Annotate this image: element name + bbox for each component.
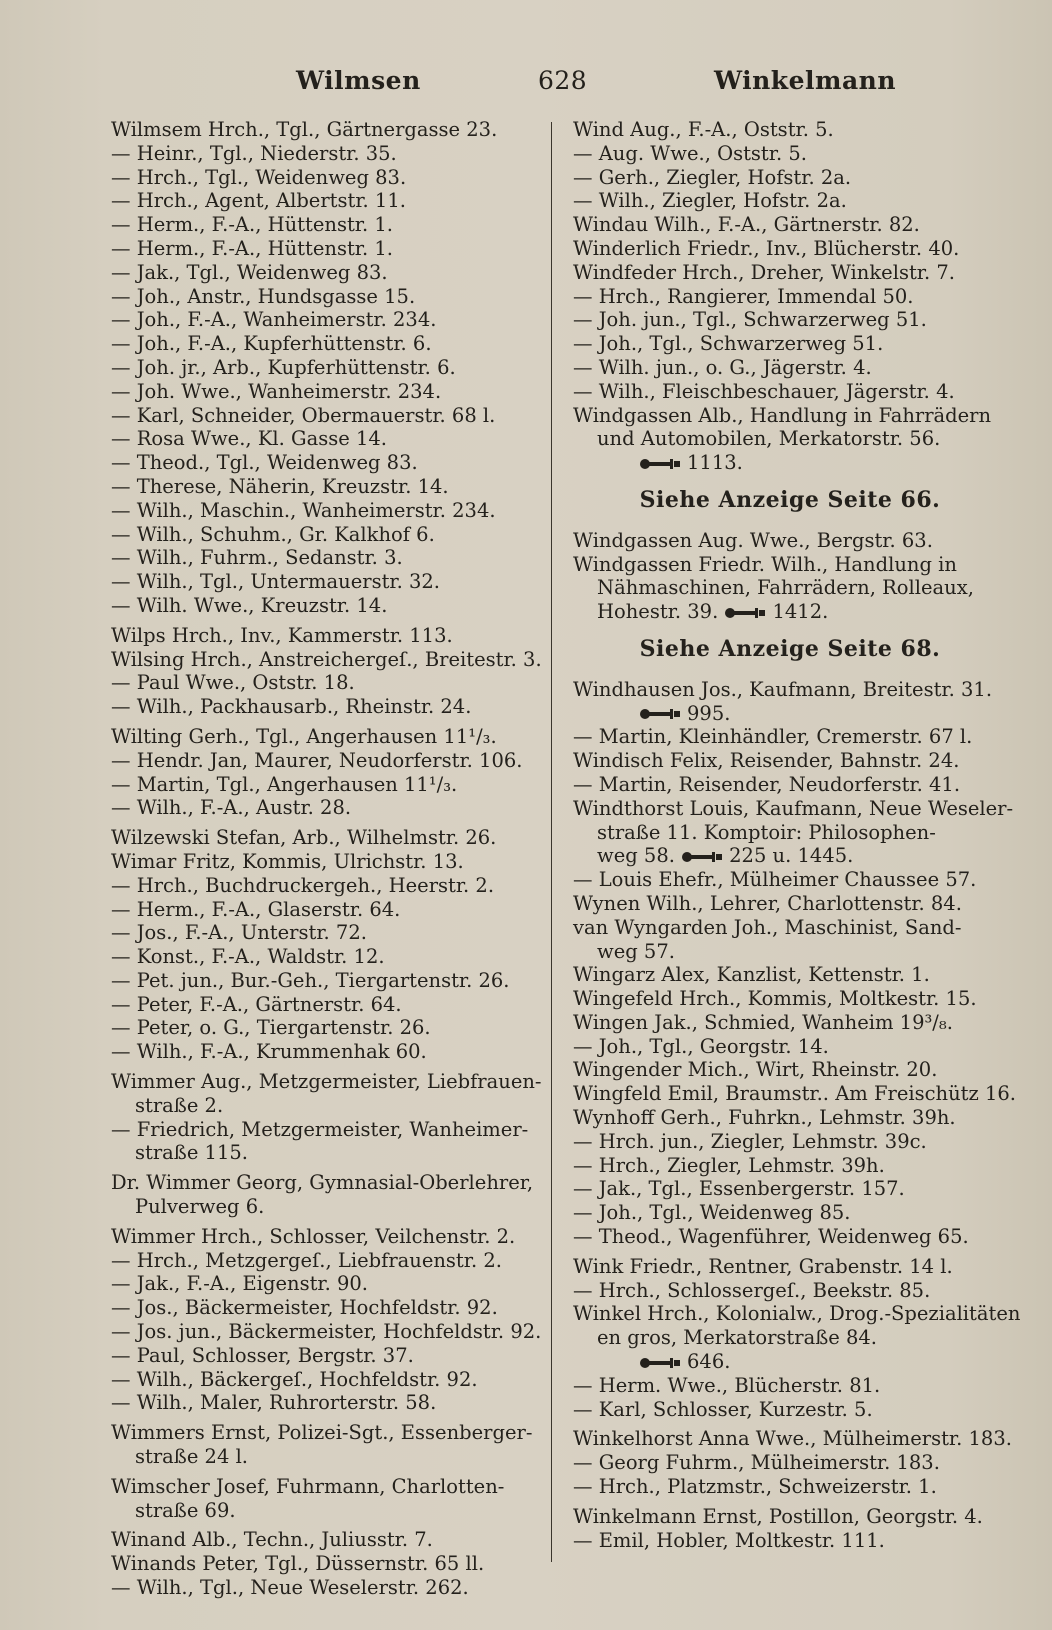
directory-entry: — Konst., F.-A., Waldstr. 12. xyxy=(111,945,385,969)
directory-entry: — Jak., Tgl., Weidenweg 83. xyxy=(111,260,388,284)
directory-entry: — Jak., Tgl., Essenbergerstr. 157. xyxy=(573,1177,905,1201)
directory-entry: — Wilh., Fleischbeschauer, Jägerstr. 4. xyxy=(573,379,955,403)
directory-entry: Wilting Gerh., Tgl., Angerhausen 11¹/₃. xyxy=(111,724,497,748)
phone-number: 1113. xyxy=(687,451,743,475)
entry-text: weg 58. xyxy=(597,844,682,868)
phone-entry xyxy=(573,1350,1007,1374)
directory-entry: — Aug. Wwe., Oststr. 5. xyxy=(573,141,807,165)
directory-entry: — Martin, Kleinhändler, Cremerstr. 67 l. xyxy=(573,725,973,749)
directory-entry: — Wilh., F.-A., Krummenhak 60. xyxy=(111,1040,427,1064)
telephone-icon xyxy=(681,851,723,863)
directory-entry: Wilps Hrch., Inv., Kammerstr. 113. xyxy=(111,623,453,647)
directory-entry: Wingefeld Hrch., Kommis, Moltkestr. 15. xyxy=(573,987,977,1011)
directory-entry: — Gerh., Ziegler, Hofstr. 2a. xyxy=(573,165,852,189)
directory-entry: Wimmer Hrch., Schlosser, Veilchenstr. 2. xyxy=(111,1224,516,1248)
directory-entry: — Herm., F.-A., Glaserstr. 64. xyxy=(111,897,401,921)
directory-entry: — Karl, Schneider, Obermauerstr. 68 l. xyxy=(111,403,496,427)
header-right-keyword: Winkelmann xyxy=(714,66,897,95)
directory-entry: Winkel Hrch., Kolonialw., Drog.-Spezialitäten xyxy=(573,1302,1021,1326)
header-left-keyword: Wilmsen xyxy=(296,66,421,95)
directory-entry: — Georg Fuhrm., Mülheimerstr. 183. xyxy=(573,1451,940,1475)
directory-entry: — Wilh., Maler, Ruhrorterstr. 58. xyxy=(111,1391,437,1415)
directory-entry: — Peter, F.-A., Gärtnerstr. 64. xyxy=(111,992,402,1016)
directory-entry: Windisch Felix, Reisender, Bahnstr. 24. xyxy=(573,749,960,773)
directory-entry: — Joh., Tgl., Weidenweg 85. xyxy=(573,1201,851,1225)
directory-entry: — Rosa Wwe., Kl. Gasse 14. xyxy=(111,427,387,451)
directory-entry: — Herm. Wwe., Blücherstr. 81. xyxy=(573,1373,881,1397)
directory-entry: Wind Aug., F.-A., Oststr. 5. xyxy=(573,118,834,141)
directory-entry: straße 24 l. xyxy=(135,1445,249,1469)
directory-entry: weg 57. xyxy=(597,939,675,963)
directory-entry: — Hrch., Tgl., Weidenweg 83. xyxy=(111,165,407,189)
directory-entry: Winand Alb., Techn., Juliusstr. 7. xyxy=(111,1528,433,1552)
directory-entry: — Martin, Tgl., Angerhausen 11¹/₃. xyxy=(111,772,458,796)
directory-entry: — Hrch., Buchdruckergeh., Heerstr. 2. xyxy=(111,873,495,897)
directory-entry: — Joh., Tgl., Schwarzerweg 51. xyxy=(573,332,884,356)
directory-entry: Windgassen Aug. Wwe., Bergstr. 63. xyxy=(573,528,933,552)
directory-entry: Wingen Jak., Schmied, Wanheim 19³/₈. xyxy=(573,1010,953,1034)
directory-entry: Windgassen Friedr. Wilh., Handlung in xyxy=(573,552,957,576)
telephone-icon xyxy=(639,1357,681,1369)
directory-entry: — Hrch., Rangierer, Immendal 50. xyxy=(573,284,914,308)
directory-entry: — Wilh., Maschin., Wanheimerstr. 234. xyxy=(111,498,496,522)
directory-entry: — Joh., F.-A., Kupferhüttenstr. 6. xyxy=(111,332,432,356)
directory-entry: Windgassen Alb., Handlung in Fahrrädern xyxy=(573,403,992,427)
directory-entry: — Herm., F.-A., Hüttenstr. 1. xyxy=(111,236,393,260)
directory-entry: — Joh., Anstr., Hundsgasse 15. xyxy=(111,284,416,308)
directory-entry: Dr. Wimmer Georg, Gymnasial-Oberlehrer, xyxy=(111,1171,534,1195)
directory-entry: — Wilh., Schuhm., Gr. Kalkhof 6. xyxy=(111,522,435,546)
directory-entry: — Jak., F.-A., Eigenstr. 90. xyxy=(111,1272,368,1296)
directory-entry: Pulverweg 6. xyxy=(135,1195,265,1219)
directory-entry: — Martin, Reisender, Neudorferstr. 41. xyxy=(573,772,961,796)
directory-entry: Wimar Fritz, Kommis, Ulrichstr. 13. xyxy=(111,849,464,873)
directory-entry: Winderlich Friedr., Inv., Blücherstr. 40. xyxy=(573,236,960,260)
directory-entry: Wingarz Alex, Kanzlist, Kettenstr. 1. xyxy=(573,963,930,987)
directory-entry: — Jos., F.-A., Unterstr. 72. xyxy=(111,921,367,945)
phone-number: 1412. xyxy=(772,600,829,624)
directory-entry: — Friedrich, Metzgermeister, Wanheimer- xyxy=(111,1117,529,1141)
directory-entry: Wingfeld Emil, Braumstr.. Am Freischütz 16. xyxy=(573,1082,1016,1106)
directory-entry: — Peter, o. G., Tiergartenstr. 26. xyxy=(111,1016,431,1040)
phone-entry xyxy=(573,451,1007,475)
column-divider xyxy=(551,122,552,1562)
directory-entry: Windfeder Hrch., Dreher, Winkelstr. 7. xyxy=(573,260,955,284)
telephone-icon xyxy=(639,458,681,470)
telephone-icon xyxy=(639,708,681,720)
directory-entry: — Wilh., Ziegler, Hofstr. 2a. xyxy=(573,189,847,213)
directory-entry: — Jos., Bäckermeister, Hochfeldstr. 92. xyxy=(111,1296,498,1320)
directory-entry: — Wilh. jun., o. G., Jägerstr. 4. xyxy=(573,355,872,379)
directory-entry: — Karl, Schlosser, Kurzestr. 5. xyxy=(573,1397,873,1421)
directory-entry: Wilmsem Hrch., Tgl., Gärtnergasse 23. xyxy=(111,118,498,141)
telephone-icon xyxy=(724,607,766,619)
directory-entry: — Wilh., Tgl., Neue Weselerstr. 262. xyxy=(111,1576,469,1600)
directory-entry: — Hrch., Schlossergeſ., Beekstr. 85. xyxy=(573,1278,931,1302)
directory-entry: — Hrch., Ziegler, Lehmstr. 39h. xyxy=(573,1153,885,1177)
directory-entry: straße 11. Komptoir: Philosophen- xyxy=(597,820,936,844)
directory-entry: — Louis Ehefr., Mülheimer Chaussee 57. xyxy=(573,868,977,892)
directory-entry: — Joh. jun., Tgl., Schwarzerweg 51. xyxy=(573,308,927,332)
directory-entry: — Emil, Hobler, Moltkestr. 111. xyxy=(573,1528,885,1552)
directory-entry: — Wilh., Tgl., Untermauerstr. 32. xyxy=(111,570,441,594)
directory-entry: Wingender Mich., Wirt, Rheinstr. 20. xyxy=(573,1058,938,1082)
directory-entry: — Paul Wwe., Oststr. 18. xyxy=(111,671,355,695)
phone-number: 225 u. 1445. xyxy=(729,844,854,868)
directory-entry: straße 2. xyxy=(135,1093,224,1117)
phone-number: 995. xyxy=(687,701,731,725)
directory-entry: — Wilh., Packhausarb., Rheinstr. 24. xyxy=(111,695,472,719)
directory-entry: — Joh. jr., Arb., Kupferhüttenstr. 6. xyxy=(111,355,456,379)
directory-entry: — Therese, Näherin, Kreuzstr. 14. xyxy=(111,474,449,498)
directory-entry: Winands Peter, Tgl., Düssernstr. 65 ll. xyxy=(111,1552,485,1576)
directory-entry: — Hrch., Metzgergeſ., Liebfrauenstr. 2. xyxy=(111,1248,502,1272)
phone-entry xyxy=(573,702,1007,726)
directory-entry: Windau Wilh., F.-A., Gärtnerstr. 82. xyxy=(573,213,920,237)
directory-entry: — Joh., F.-A., Wanheimerstr. 234. xyxy=(111,308,437,332)
right-column xyxy=(573,118,1021,1552)
phone-number: 646. xyxy=(687,1350,731,1374)
directory-entry: — Theod., Wagenführer, Weidenweg 65. xyxy=(573,1225,969,1249)
directory-entry: — Wilh. Wwe., Kreuzstr. 14. xyxy=(111,593,388,617)
directory-entry: — Theod., Tgl., Weidenweg 83. xyxy=(111,451,418,475)
directory-entry: Wimmers Ernst, Polizei-Sgt., Essenberger- xyxy=(111,1421,533,1445)
entry-text: Hohestr. 39. xyxy=(597,600,725,624)
left-column xyxy=(111,118,542,1600)
directory-entry: — Hrch., Platzmstr., Schweizerstr. 1. xyxy=(573,1475,937,1499)
directory-entry: Wink Friedr., Rentner, Grabenstr. 14 l. xyxy=(573,1254,953,1278)
directory-entry: — Hrch., Agent, Albertstr. 11. xyxy=(111,189,406,213)
directory-entry: — Jos. jun., Bäckermeister, Hochfeldstr. 92. xyxy=(111,1320,542,1344)
directory-entry: — Wilh., Fuhrm., Sedanstr. 3. xyxy=(111,546,403,570)
directory-entry: — Joh. Wwe., Wanheimerstr. 234. xyxy=(111,379,442,403)
directory-entry: — Pet. jun., Bur.-Geh., Tiergartenstr. 26. xyxy=(111,968,510,992)
directory-entry: Windhausen Jos., Kaufmann, Breitestr. 31. xyxy=(573,677,993,701)
directory-entry: — Heinr., Tgl., Niederstr. 35. xyxy=(111,141,397,165)
directory-entry: Wimscher Josef, Fuhrmann, Charlotten- xyxy=(111,1474,505,1498)
directory-entry: — Hendr. Jan, Maurer, Neudorferstr. 106. xyxy=(111,748,523,772)
phone-entry xyxy=(573,844,1007,868)
directory-entry: und Automobilen, Merkatorstr. 56. xyxy=(597,427,941,451)
page-number: 628 xyxy=(538,66,588,95)
directory-entry: — Wilh., Bäckergeſ., Hochfeldstr. 92. xyxy=(111,1367,478,1391)
directory-entry: — Wilh., F.-A., Austr. 28. xyxy=(111,796,352,820)
directory-entry: straße 69. xyxy=(135,1498,236,1522)
directory-entry: Wynhoff Gerh., Fuhrkn., Lehmstr. 39h. xyxy=(573,1106,956,1130)
page-header xyxy=(0,66,1052,102)
advert-reference: Siehe Anzeige Seite 68. xyxy=(639,635,941,662)
directory-entry: — Herm., F.-A., Hüttenstr. 1. xyxy=(111,213,393,237)
phone-entry xyxy=(573,600,1007,624)
directory-entry: Wilsing Hrch., Anstreichergeſ., Breitestr. 3. xyxy=(111,647,542,671)
directory-entry: Windthorst Louis, Kaufmann, Neue Weseler- xyxy=(573,796,1014,820)
directory-entry: Winkelmann Ernst, Postillon, Georgstr. 4. xyxy=(573,1504,983,1528)
directory-entry: — Hrch. jun., Ziegler, Lehmstr. 39c. xyxy=(573,1129,927,1153)
directory-entry: — Paul, Schlosser, Bergstr. 37. xyxy=(111,1343,414,1367)
directory-entry: Wilzewski Stefan, Arb., Wilhelmstr. 26. xyxy=(111,826,497,850)
directory-entry: Wynen Wilh., Lehrer, Charlottenstr. 84. xyxy=(573,891,962,915)
directory-entry: en gros, Merkatorstraße 84. xyxy=(597,1326,877,1350)
advert-reference: Siehe Anzeige Seite 66. xyxy=(639,486,941,513)
directory-entry: Wimmer Aug., Metzgermeister, Liebfrauen- xyxy=(111,1070,542,1094)
directory-entry: van Wyngarden Joh., Maschinist, Sand- xyxy=(573,915,962,939)
directory-entry: — Joh., Tgl., Georgstr. 14. xyxy=(573,1034,829,1058)
directory-entry: Nähmaschinen, Fahrrädern, Rolleaux, xyxy=(597,576,974,600)
directory-entry: Winkelhorst Anna Wwe., Mülheimerstr. 183. xyxy=(573,1427,1012,1451)
directory-entry: straße 115. xyxy=(135,1141,248,1165)
